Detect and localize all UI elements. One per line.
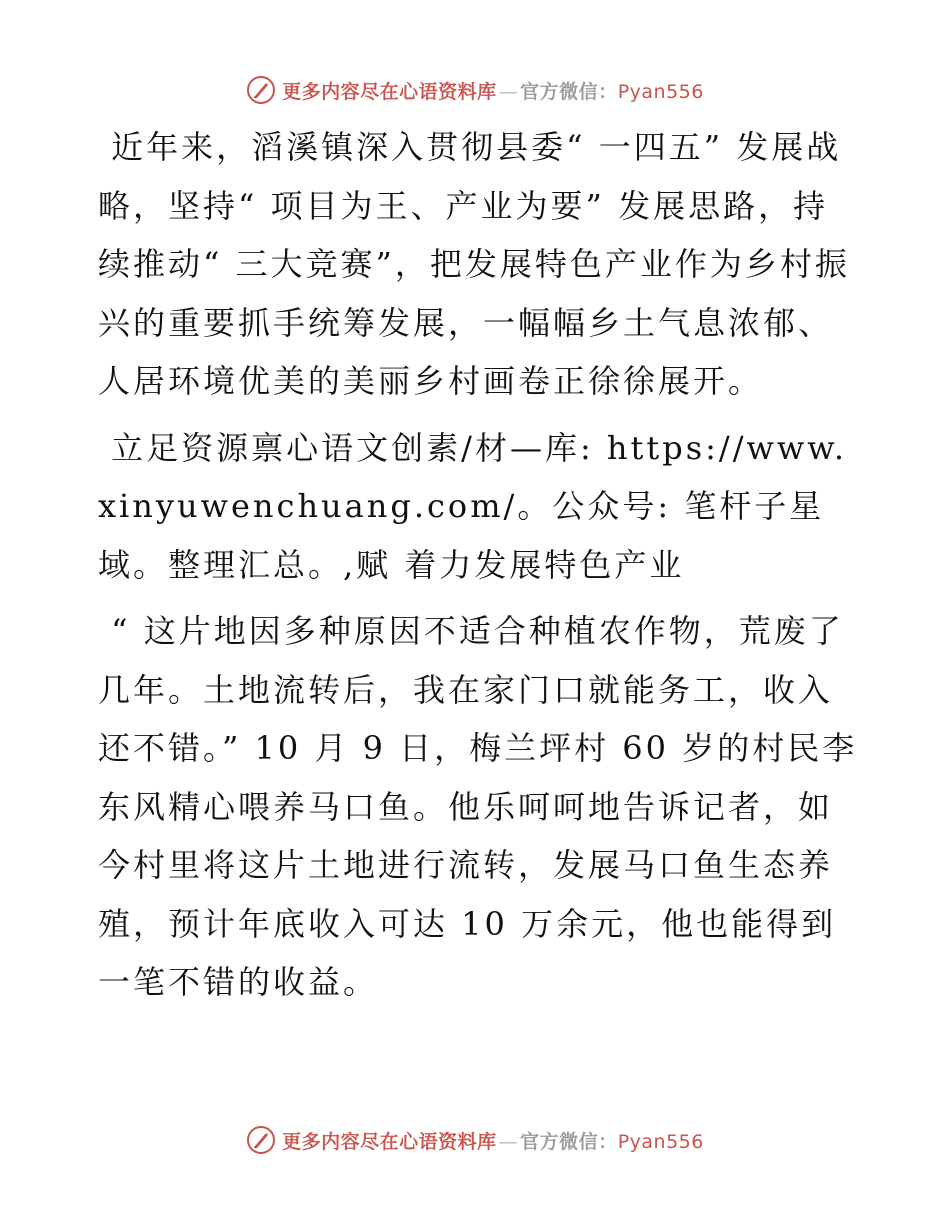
- paragraph-1: 近年来，滔溪镇深入贯彻县委“ 一四五” 发展战略，坚持“ 项目为王、产业为要” 发展思路，持续推动“ 三大竞赛”，把发展特色产业作为乡村振兴的重要抓手统筹发展，一幅幅乡土气息浓郁、人居环境优美的美丽乡村画卷正徐徐展开。: [98, 128, 850, 400]
- header-banner: [0, 70, 950, 110]
- footer-dash: —: [498, 1130, 519, 1153]
- footer-official-label: 官方微信：: [520, 1130, 618, 1153]
- paragraph-2: 立足资源禀心语文创素/材—库: https://www.xinyuwenchuang.com/。公众号: 笔杆子星域。整理汇总。,赋 着力发展特色产业: [98, 428, 848, 584]
- header-dash: —: [498, 80, 519, 103]
- header-brand-text: 更多内容尽在心语资料库: [282, 80, 497, 103]
- footer-wechat-id: Pyan556: [617, 1130, 704, 1153]
- header-banner-text: [282, 77, 704, 104]
- footer-banner: [0, 1120, 950, 1160]
- footer-brand-text: 更多内容尽在心语资料库: [282, 1130, 497, 1153]
- header-official-label: 官方微信：: [520, 80, 618, 103]
- quill-logo-icon: [246, 75, 276, 105]
- paragraph-3: “ 这片地因多种原因不适合种植农作物，荒废了几年。土地流转后，我在家门口就能务工，收入还不错。” 10 月 9 日，梅兰坪村 60 岁的村民李东风精心喂养马口鱼。他乐呵呵地告诉记者，如今村里将这片土地进行流转，发展马口鱼生态养殖，预计年底收入可达 10 万余元，他也能得到一笔不错的收益。: [98, 612, 858, 1001]
- quill-logo-icon: [246, 1125, 276, 1155]
- header-wechat-id: Pyan556: [617, 80, 704, 103]
- footer-banner-text: [282, 1127, 704, 1154]
- article-body: [98, 118, 858, 1012]
